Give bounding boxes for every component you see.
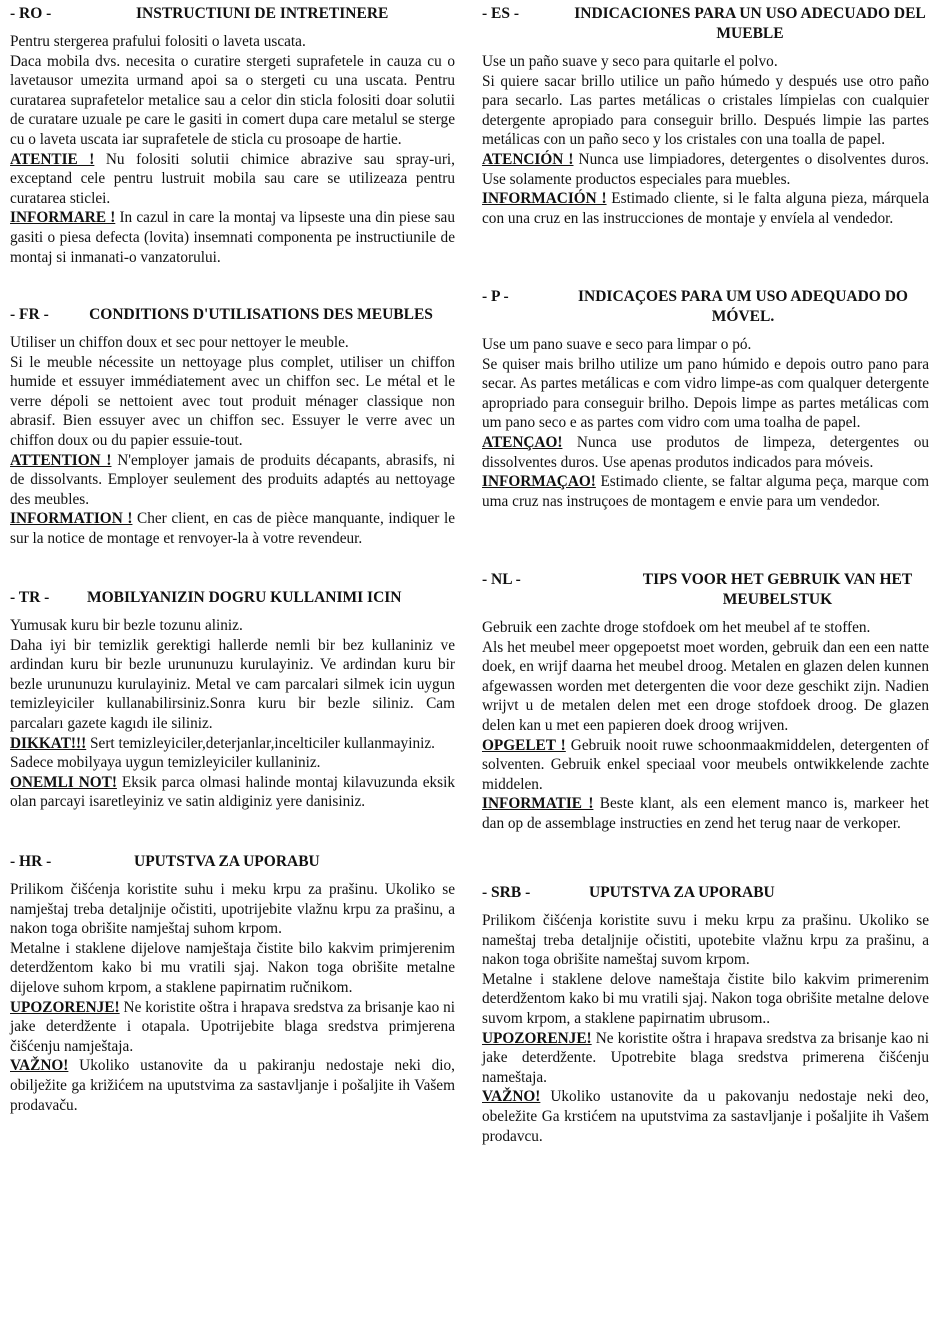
language-code: - HR - xyxy=(10,853,52,870)
paragraph-text: Nunca use produtos de limpeza, detergentes ou dissolventes duros. Use apenas produtos indicados para móveis. xyxy=(482,433,929,471)
body-paragraph xyxy=(10,32,455,52)
paragraph-text: Ukoliko ustanovite da u pakiranju nedostaje neki dio, obilježite ga križićem na uputstvima za sastavljanje i pošaljite ih Vašem prodavaču. xyxy=(10,1057,455,1114)
section-tr xyxy=(10,588,455,812)
notice-paragraph xyxy=(10,773,455,812)
paragraph-text: Si le meuble nécessite un nettoyage plus complet, utiliser un chiffon humide et essuyer immédiatement avec un chiffon sec. Le métal et le verre dépoli se nettoient avec tout produit ménager classique non abrasif. Bien essuyer avec un chiffon sec. Essuyer le verre avec un chiffon doux ou du papier essuie-tout. xyxy=(10,353,455,449)
paragraph-text: Pentru stergerea prafului folositi o laveta uscata. xyxy=(10,33,306,50)
section-heading xyxy=(10,852,455,872)
language-code: - RO - xyxy=(10,5,52,22)
notice-paragraph xyxy=(10,451,455,510)
language-code: - NL - xyxy=(482,571,521,588)
paragraph-text: In cazul in care la montaj va lipseste una din piese sau gasiti o piesa defecta (lovita) insemnati componenta pe instructiunile de montaj si inmanati-o vanzatorului. xyxy=(10,209,455,266)
section-es xyxy=(482,4,929,228)
notice-label: DIKKAT!!! xyxy=(10,734,87,752)
notice-paragraph xyxy=(482,189,929,228)
paragraph-text: Prilikom čišćenja koristite suhu i meku krpu za prašinu. Ukoliko se namještaj treba detaljnije očistiti, upotrijebite vlažnu krpu za prašinu, a nakon toga obrišite namještaj suhom krpom. xyxy=(10,881,455,938)
notice-paragraph xyxy=(10,509,455,548)
notice-label: INFORMACIÓN ! xyxy=(482,190,607,208)
paragraph-text: Utiliser un chiffon doux et sec pour nettoyer le meuble. xyxy=(10,334,349,351)
body-paragraph xyxy=(482,911,929,970)
section-title: TIPS VOOR HET GEBRUIK VAN HET MEUBELSTUK xyxy=(642,571,913,608)
notice-label: ATENTIE ! xyxy=(10,150,95,168)
section-title: CONDITIONS D'UTILISATIONS DES MEUBLES xyxy=(89,306,433,323)
section-heading xyxy=(10,305,455,325)
section-title: INDICAÇOES PARA UM USO ADEQUADO DO MÓVEL. xyxy=(578,288,908,325)
paragraph-text: Yumusak kuru bir bezle tozunu aliniz. xyxy=(10,617,243,634)
notice-label: ATENÇAO! xyxy=(482,433,563,451)
notice-paragraph xyxy=(482,736,929,795)
body-paragraph xyxy=(482,52,929,72)
language-code: - SRB - xyxy=(482,884,531,901)
notice-label: INFORMARE ! xyxy=(10,209,116,227)
section-title: INSTRUCTIUNI DE INTRETINERE xyxy=(136,5,389,22)
section-p xyxy=(482,287,929,511)
notice-label: INFORMATIE ! xyxy=(482,795,594,813)
paragraph-text: Ukoliko ustanovite da u pakovanju nedostaje neki deo, obeležite Ga krstićem na uputstvima za sastavljanje i pošaljite ih Vašem prodavcu. xyxy=(482,1088,929,1145)
body-paragraph xyxy=(10,52,455,150)
notice-paragraph xyxy=(482,472,929,511)
notice-paragraph xyxy=(10,208,455,267)
paragraph-text: Ne koristite oštra i hrapava sredstva za brisanje kao ni jake deterdžente. Upotrebite blaga sredstva primerena čišćenju nameštaja. xyxy=(482,1029,929,1086)
paragraph-text: Beste klant, als een element manco is, markeer het dan op de assemblage instructies en zend het terug naar de verkoper. xyxy=(482,795,929,832)
section-fr xyxy=(10,305,455,549)
body-paragraph xyxy=(10,939,455,998)
language-code: - TR - xyxy=(10,589,50,606)
section-hr xyxy=(10,852,455,1115)
notice-label: ATENCIÓN ! xyxy=(482,150,574,168)
body-paragraph xyxy=(10,333,455,353)
notice-label: ONEMLI NOT! xyxy=(10,773,117,791)
paragraph-text: Nunca use limpiadores, detergentes o disolventes duros. Use solamente productos especiales para muebles. xyxy=(482,150,930,188)
paragraph-text: Daca mobila dvs. necesita o curatire stergeti suprafetele in cauza cu o lavetausor umezita urmand apoi sa o stergeti cu una uscata. Pentru curatarea suprafetelor metalice sau a celor din sticla folositi doar solutii de curatare uzuale pe care le gasiti in comert dupa care metalul se sterge cu o laveta uscata iar suprafetele de sticla cu prosoape de hartie. xyxy=(10,52,455,148)
body-paragraph xyxy=(10,616,455,636)
notice-label: OPGELET ! xyxy=(482,736,566,754)
paragraph-text: Ne koristite oštra i hrapava sredstva za brisanje kao ni jake deterdžente i otapala. Upotrijebite blaga sredstva primjerena čišćenju namještaja. xyxy=(10,998,455,1055)
paragraph-text: Gebruik nooit ruwe schoonmaakmiddelen, detergenten of solventen. Gebruik enkel speciaal voor meubels ontwikkelende zachte middelen. xyxy=(482,736,929,793)
paragraph-text: Cher client, en cas de pièce manquante, indiquer le sur la notice de montage et renvoyer-la à votre revendeur. xyxy=(10,510,455,547)
notice-label: VAŽNO! xyxy=(482,1088,541,1106)
section-ro xyxy=(10,4,455,267)
paragraph-text: Nu folositi solutii chimice abrazive sau spray-uri, exceptand cele pentru lustruit mobila sau care se utilizeaza pentru curatarea sticlei. xyxy=(10,150,455,207)
section-heading xyxy=(10,588,455,608)
notice-label: VAŽNO! xyxy=(10,1057,69,1075)
notice-label: UPOZORENJE! xyxy=(10,998,120,1016)
paragraph-text: Si quiere sacar brillo utilice un paño húmedo y después use otro paño para secarlo. Las partes metálicas o cristales límpielas con cualquier detergente apropiado para conseguir brillo. Después limpie las partes metálicas con un paño seco y los cristales con una toalla de papel. xyxy=(482,72,929,149)
section-heading xyxy=(482,287,929,327)
paragraph-text: Estimado cliente, si le falta alguna pieza, márquela con una cruz en las instrucciones de montaje y envíela al vendedor. xyxy=(482,190,930,227)
section-nl xyxy=(482,570,929,834)
paragraph-text: Daha iyi bir temizlik gerektigi hallerde nemli bir bez kullaniniz ve ardindan kuru bir bezle urununuzu kurulayiniz. Ve ardindan kuru bir bezle urununuzu kurulayiniz. Metal ve cam parcalari silmek icin uygun temizleyiciler kullanabilirsiniz.Sonra kuru bir bezle siliniz. Cam parcaları gazete kagıdı ile siliniz. xyxy=(10,636,455,732)
body-paragraph xyxy=(482,618,929,638)
notice-paragraph xyxy=(482,1029,929,1088)
body-paragraph xyxy=(482,72,929,150)
body-paragraph xyxy=(10,353,455,451)
paragraph-text: Sert temizleyiciler,deterjanlar,incelticiler kullanmayiniz. xyxy=(86,734,435,752)
language-code: - ES - xyxy=(482,5,520,22)
language-code: - P - xyxy=(482,288,509,305)
body-paragraph xyxy=(482,638,929,736)
section-heading xyxy=(482,4,929,44)
section-heading xyxy=(482,570,929,610)
paragraph-text: Estimado cliente, se faltar alguma peça, marque com uma cruz nas instruçoes de montagem e envie para um vendedor. xyxy=(482,473,929,510)
body-paragraph xyxy=(482,970,929,1029)
language-code: - FR - xyxy=(10,306,49,323)
body-paragraph xyxy=(482,355,929,433)
paragraph-text: Use um pano suave e seco para limpar o pó. xyxy=(482,336,752,353)
section-heading xyxy=(482,883,929,903)
notice-paragraph xyxy=(482,433,929,472)
notice-paragraph xyxy=(482,794,929,833)
paragraph-text: Metalne i staklene delove nameštaja čistite bilo kakvim primerenim deterdžentom kako bi mu vratili sjaj. Nakon toga obrišite metalne delove suvom krpom, a staklene papirnatim ubrusom.. xyxy=(482,970,929,1027)
section-title: MOBILYANIZIN DOGRU KULLANIMI ICIN xyxy=(87,589,402,606)
section-title: UPUTSTVA ZA UPORABU xyxy=(134,853,320,870)
paragraph-text: Als het meubel meer opgepoetst moet worden, gebruik dan een een natte doek, en wrijf daarna het meubel droog. Metalen en glazen delen kunnen afgewassen worden met detergenten die voor deze geschikt zijn. Nadien wrijvt u de metalen delen met een droge stofdoek droog. De glazen delen kan u met een papieren doek droog wrijven. xyxy=(482,638,929,734)
notice-paragraph xyxy=(10,1056,455,1115)
notice-label: ATTENTION ! xyxy=(10,451,112,469)
notice-label: INFORMATION ! xyxy=(10,510,133,528)
notice-paragraph xyxy=(10,150,455,209)
paragraph-text: Sadece mobilyaya uygun temizleyiciler kullaniniz. xyxy=(10,754,321,772)
notice-label: UPOZORENJE! xyxy=(482,1029,592,1047)
body-paragraph xyxy=(10,880,455,939)
section-heading xyxy=(10,4,455,24)
paragraph-text: Se quiser mais brilho utilize um pano húmido e depois outro pano para secar. As partes metálicas e com vidro limpe-as com qualquer detergente apropriado para conseguir brilho. Depois limpe as partes metálicas com um pano seco e as partes com vidro com uma toalha de papel. xyxy=(482,355,929,432)
notice-paragraph xyxy=(482,1087,929,1146)
section-title: UPUTSTVA ZA UPORABU xyxy=(589,884,775,901)
paragraph-text: Use un paño suave y seco para quitarle el polvo. xyxy=(482,53,778,70)
section-srb xyxy=(482,883,929,1146)
paragraph-text: Gebruik een zachte droge stofdoek om het meubel af te stoffen. xyxy=(482,619,871,636)
paragraph-text: Metalne i staklene dijelove namještaja čistite bilo kakvim primjerenim deterdžentom kako bi mu vratili sjaj. Nakon toga obrišite metalne dijelove suhom krpom, a staklene papirnatim ručnikom. xyxy=(10,939,455,996)
notice-paragraph xyxy=(10,734,455,754)
paragraph-text: Eksik parca olmasi halinde montaj kilavuzunda eksik olan parcayi isaretleyiniz ve satin aldiginiz yere danisiniz. xyxy=(10,773,455,811)
body-paragraph xyxy=(10,636,455,734)
body-paragraph xyxy=(10,753,455,773)
paragraph-text: Prilikom čišćenja koristite suvu i meku krpu za prašinu. Ukoliko se nameštaj treba detaljnije očistiti, upotebite vlažnu krpu za prašinu, a nakon toga obrišite nameštaj suvom krpom. xyxy=(482,912,929,969)
paragraph-text: N'employer jamais de produits décapants, abrasifs, ni de dissolvants. Employer seulement des produits adaptés au nettoyage des meubles. xyxy=(10,451,455,508)
section-title: INDICACIONES PARA UN USO ADECUADO DEL MUEBLE xyxy=(574,5,926,42)
notice-label: INFORMAÇAO! xyxy=(482,473,596,491)
notice-paragraph xyxy=(10,998,455,1057)
body-paragraph xyxy=(482,335,929,355)
notice-paragraph xyxy=(482,150,929,189)
